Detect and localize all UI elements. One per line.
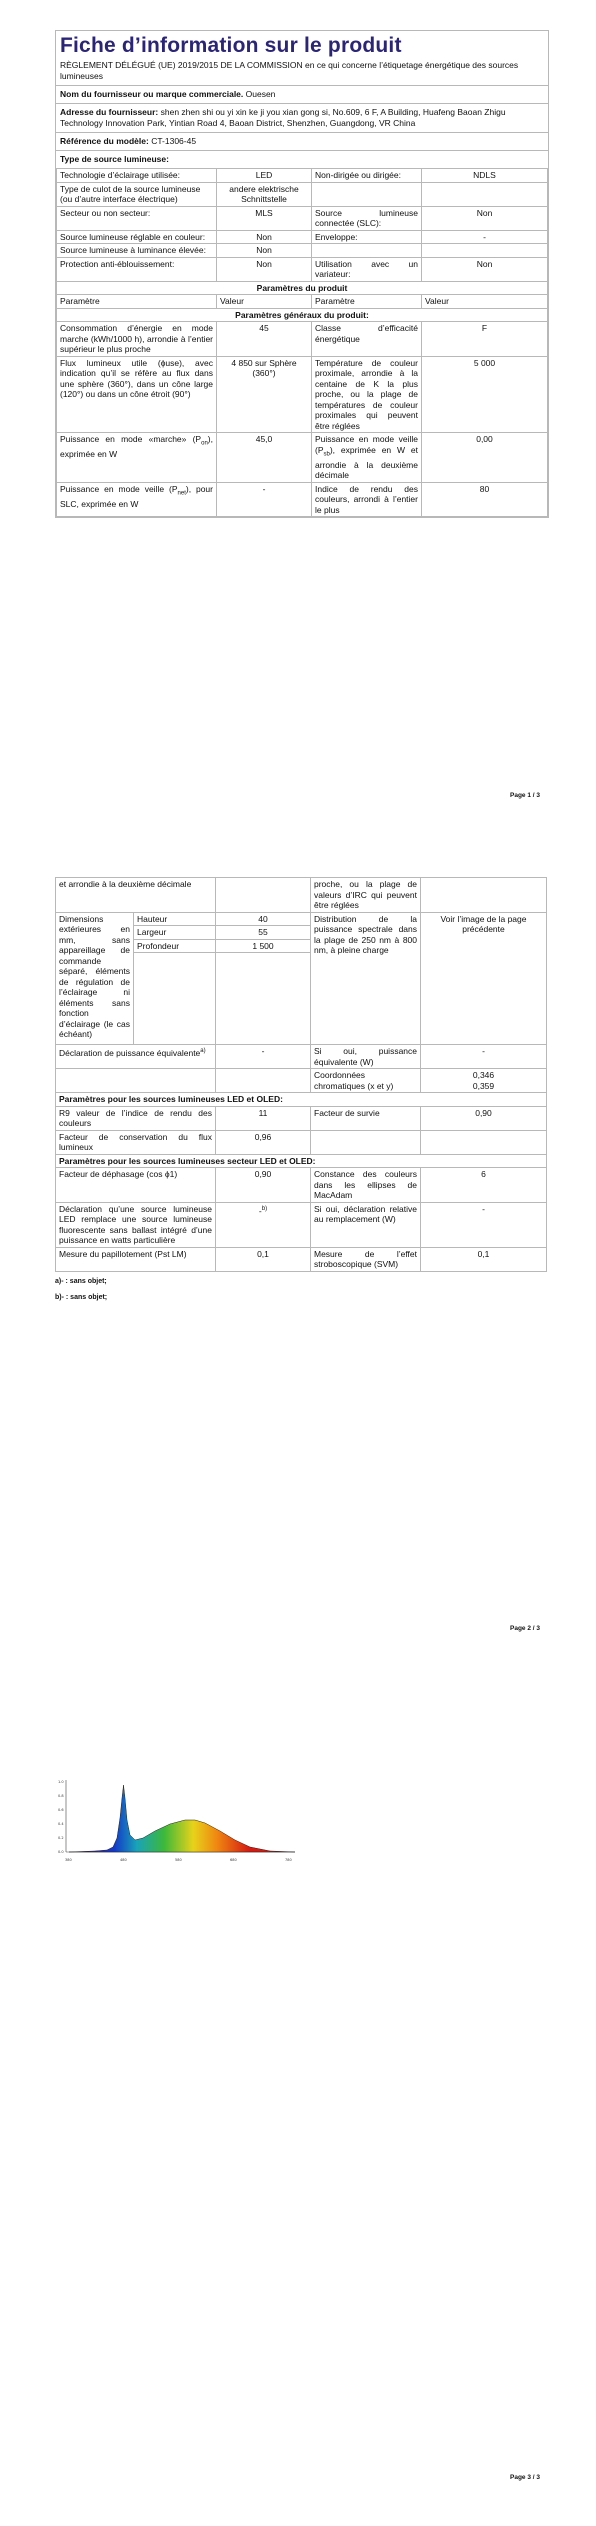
macadam-value: 6 <box>421 1168 547 1203</box>
cosphi-value: 0,90 <box>216 1168 311 1203</box>
table-row <box>56 1130 547 1154</box>
table-row <box>57 356 548 433</box>
page-number-2: Page 2 / 3 <box>510 1625 540 1632</box>
empty-cell <box>421 1130 547 1154</box>
x-tick-label: 680 <box>230 1858 237 1862</box>
dims-label: Dimensions extérieures en mm, sans appareillage de commande séparé, éléments de régulation de l’éclairage ni éléments sans fonction d’éclairage (le cas échéant) <box>56 912 134 1045</box>
footnote-b: b)- : sans objet; <box>55 1293 108 1301</box>
table-row <box>56 1154 547 1168</box>
flicker-label: Mesure du papillotement (Pst LM) <box>56 1247 216 1271</box>
energy-label: Consommation d’énergie en mode marche (kWh/1000 h), arrondie à l’entier supérieur le plus proche <box>57 322 217 357</box>
height-value: 40 <box>216 912 311 926</box>
glare-label: Protection anti-éblouissement: <box>57 257 217 281</box>
r9-value: 11 <box>216 1106 311 1130</box>
model-label: Référence du modèle: <box>60 136 149 146</box>
page-number-3: Page 3 / 3 <box>510 2474 540 2481</box>
class-label: Classe d’efficacité énergétique <box>312 322 422 357</box>
class-value: F <box>422 322 548 357</box>
table-row <box>56 912 547 926</box>
pnet-label-cont: et arrondie à la deuxième décimale <box>56 878 216 913</box>
width-label: Largeur <box>134 926 216 940</box>
x-tick-label: 580 <box>175 1858 182 1862</box>
product-params-title: Paramètres du produit <box>57 281 548 295</box>
chroma-value: 0,346 0,359 <box>421 1069 547 1093</box>
flux-label: Flux lumineux utile (ɸuse), avec indication qu’il se réfère au flux dans une sphère (360°), dans un cône large (120°) ou dans un cône étroit (90°) <box>57 356 217 433</box>
pnet-value: - <box>217 482 312 517</box>
equiv-w-value: - <box>421 1045 547 1069</box>
table-row <box>57 281 548 295</box>
footnote-a: a)- : sans objet; <box>55 1277 107 1285</box>
empty-cell <box>422 182 548 206</box>
empty-cell <box>421 878 547 913</box>
table-row <box>57 308 548 322</box>
table-row <box>56 1202 547 1247</box>
supplier-address-value: shen zhen shi ou yi xin ke ji you xian gong si, No.609, 6 F, A Building, Huafeng Baoan Zhigu Technology Innovation Park, Yintian Road 4, Baoan District, Shenzhen, Guangdong, VR China <box>60 107 506 128</box>
survival-value: 0,90 <box>421 1106 547 1130</box>
strobo-value: 0,1 <box>421 1247 547 1271</box>
model-value: CT-1306-45 <box>151 136 197 146</box>
energy-value: 45 <box>217 322 312 357</box>
empty-cell <box>56 1069 216 1093</box>
source-type-label: Type de source lumineuse: <box>60 154 169 164</box>
table-row <box>57 257 548 281</box>
mains-label: Secteur ou non secteur: <box>57 206 217 230</box>
flicker-value: 0,1 <box>216 1247 311 1271</box>
y-tick-label: 0.0 <box>58 1850 64 1854</box>
footnotes <box>55 1274 547 1306</box>
page-2-sheet <box>55 877 547 1306</box>
table-row <box>57 244 548 258</box>
tech-label: Technologie d’éclairage utilisée: <box>57 169 217 183</box>
pnet-label: Puissance en mode veille $(P_{net})$, pour SLC, exprimée en W <box>57 482 217 517</box>
nondir-value: NDLS <box>422 169 548 183</box>
source-type-table <box>56 168 548 517</box>
slc-label: Source lumineuse connectée (SLC): <box>312 206 422 230</box>
y-tick-label: 0.6 <box>58 1808 64 1812</box>
tunable-value: Non <box>217 230 312 244</box>
fluo-value: -$^{b)}$ <box>216 1202 311 1247</box>
general-params-title: Paramètres généraux du produit: <box>57 308 548 322</box>
table-row <box>56 1069 547 1093</box>
source-type-row <box>56 151 548 168</box>
cri-label-cont: proche, ou la plage de valeurs d’IRC qui peuvent être réglées <box>311 878 421 913</box>
col-header-value: Valeur <box>217 295 312 309</box>
table-row <box>56 1247 547 1271</box>
empty-cell <box>216 953 311 1045</box>
x-tick-label: 480 <box>120 1858 127 1862</box>
col-header-param: Paramètre <box>57 295 217 309</box>
width-value: 55 <box>216 926 311 940</box>
col-header-param: Paramètre <box>312 295 422 309</box>
maint-value: 0,96 <box>216 1130 311 1154</box>
depth-label: Profondeur <box>134 939 216 953</box>
replace-label: Si oui, déclaration relative au remplacement (W) <box>311 1202 421 1247</box>
y-tick-label: 0.8 <box>58 1794 64 1798</box>
cri-value: 80 <box>422 482 548 517</box>
flux-value: 4 850 sur Sphère (360°) <box>217 356 312 433</box>
depth-value: 1 500 <box>216 939 311 953</box>
cct-value: 5 000 <box>422 356 548 433</box>
envelope-label: Enveloppe: <box>312 230 422 244</box>
spectrum-curve <box>69 1785 295 1852</box>
supplier-address-label: Adresse du fournisseur: <box>60 107 159 117</box>
supplier-name-value: Ouesen <box>245 89 276 99</box>
regulation-reference: RÈGLEMENT DÉLÉGUÉ (UE) 2019/2015 DE LA COMMISSION en ce qui concerne l’étiquetage énergétique des sources lumineuses <box>56 58 548 86</box>
highlum-label: Source lumineuse à luminance élevée: <box>57 244 217 258</box>
table-row <box>56 878 547 913</box>
mains-led-params-title: Paramètres pour les sources lumineuses secteur LED et OLED: <box>56 1154 547 1168</box>
table-row <box>56 1168 547 1203</box>
survival-label: Facteur de survie <box>311 1106 421 1130</box>
nondir-label: Non-dirigée ou dirigée: <box>312 169 422 183</box>
tunable-label: Source lumineuse réglable en couleur: <box>57 230 217 244</box>
chroma-label: Coordonnées chromatiques (x et y) <box>311 1069 421 1093</box>
psb-value: 0,00 <box>422 433 548 483</box>
product-params-table-cont <box>55 877 547 1272</box>
mains-value: MLS <box>217 206 312 230</box>
y-tick-label: 0.2 <box>58 1836 64 1840</box>
table-row <box>57 206 548 230</box>
cri-label: Indice de rendu des couleurs, arrondi à l’entier le plus <box>312 482 422 517</box>
document-title: Fiche d’information sur le produit <box>60 34 402 57</box>
equiv-value: - <box>216 1045 311 1069</box>
table-row <box>56 1106 547 1130</box>
r9-label: R9 valeur de l’indice de rendu des couleurs <box>56 1106 216 1130</box>
fluo-label: Déclaration qu’une source lumineuse LED remplace une source lumineuse fluorescente sans ballast intégré d’une puissance en watts particulière <box>56 1202 216 1247</box>
page-1-sheet <box>55 30 549 518</box>
cct-label: Température de couleur proximale, arrondie à la centaine de K la plus proche, ou la plage de températures de couleur proximales qui peuvent être réglées <box>312 356 422 433</box>
col-header-value: Valeur <box>422 295 548 309</box>
table-row <box>57 482 548 517</box>
macadam-label: Constance des couleurs dans les ellipses de MacAdam <box>311 1168 421 1203</box>
x-tick-label: 780 <box>285 1858 292 1862</box>
table-row <box>57 322 548 357</box>
envelope-value: - <box>422 230 548 244</box>
empty-cell <box>311 1130 421 1154</box>
spd-label: Distribution de la puissance spectrale dans la plage de 250 nm à 800 nm, à pleine charge <box>311 912 421 1045</box>
cap-label-line-2: (ou d’autre interface électrique) <box>60 194 178 204</box>
supplier-name-label: Nom du fournisseur ou marque commerciale. <box>60 89 244 99</box>
dimmer-value: Non <box>422 257 548 281</box>
table-row <box>57 230 548 244</box>
table-row <box>56 1045 547 1069</box>
psb-label: Puissance en mode veille $(P_{sb})$, exprimée en W et arrondie à la deuxième décimale <box>312 433 422 483</box>
y-tick-label: 0.4 <box>58 1822 64 1826</box>
cap-label <box>57 182 217 206</box>
spectrum-figure <box>55 1778 300 1868</box>
pon-label: Puissance en mode «marche» $(P_{on})$, exprimée en W <box>57 433 217 483</box>
empty-cell <box>422 244 548 258</box>
tech-value: LED <box>217 169 312 183</box>
dimmer-label: Utilisation avec un variateur: <box>312 257 422 281</box>
supplier-name-row <box>56 86 548 104</box>
empty-cell <box>312 182 422 206</box>
maint-label: Facteur de conservation du flux lumineux <box>56 1130 216 1154</box>
equiv-label: Déclaration de puissance équivalente$^{a)}$ <box>56 1045 216 1069</box>
highlum-value: Non <box>217 244 312 258</box>
empty-cell <box>216 878 311 913</box>
equiv-w-label: Si oui, puissance équivalente (W) <box>311 1045 421 1069</box>
cosphi-label: Facteur de déphasage (cos ϕ1) <box>56 1168 216 1203</box>
slc-value: Non <box>422 206 548 230</box>
spd-value: Voir l’image de la page précédente <box>421 912 547 1045</box>
table-row <box>57 169 548 183</box>
pon-value: 45,0 <box>217 433 312 483</box>
model-row <box>56 133 548 151</box>
supplier-address-row <box>56 104 548 133</box>
empty-cell <box>134 953 216 1045</box>
strobo-label: Mesure de l’effet stroboscopique (SVM) <box>311 1247 421 1271</box>
table-row <box>57 182 548 206</box>
y-tick-label: 1.0 <box>58 1780 64 1784</box>
table-row <box>56 1093 547 1107</box>
table-row <box>57 433 548 483</box>
cap-label-line-1: Type de culot de la source lumineuse <box>60 183 201 194</box>
glare-value: Non <box>217 257 312 281</box>
led-params-title: Paramètres pour les sources lumineuses LED et OLED: <box>56 1093 547 1107</box>
empty-cell <box>312 244 422 258</box>
cap-value: andere elektrische Schnittstelle <box>217 182 312 206</box>
empty-cell <box>216 1069 311 1093</box>
x-tick-label: 380 <box>65 1858 72 1862</box>
page-number-1: Page 1 / 3 <box>510 792 540 799</box>
replace-value: - <box>421 1202 547 1247</box>
height-label: Hauteur <box>134 912 216 926</box>
table-header-row <box>57 295 548 309</box>
